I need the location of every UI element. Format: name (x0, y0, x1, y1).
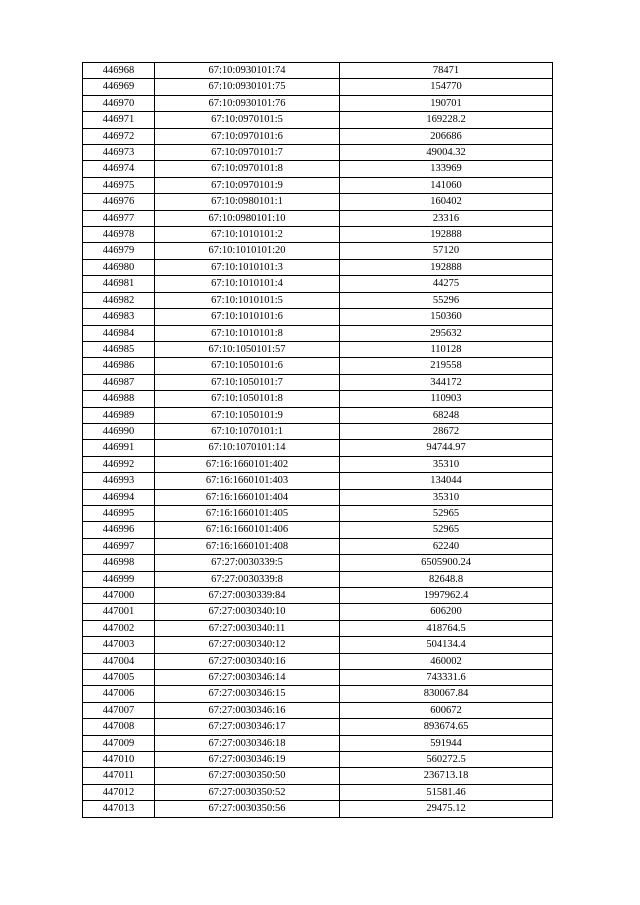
value-cell: 600672 (340, 702, 553, 718)
value-cell: 219558 (340, 358, 553, 374)
table-row (83, 341, 553, 357)
record-number-cell: 446996 (83, 522, 155, 538)
table-row (83, 653, 553, 669)
value-cell: 460002 (340, 653, 553, 669)
table-row (83, 784, 553, 800)
record-number-cell: 446989 (83, 407, 155, 423)
cadastral-number-cell: 67:10:1010101:2 (155, 227, 340, 243)
value-cell: 35310 (340, 456, 553, 472)
cadastral-number-cell: 67:10:0930101:75 (155, 79, 340, 95)
table-row (83, 768, 553, 784)
table-row (83, 259, 553, 275)
record-number-cell: 447002 (83, 620, 155, 636)
cadastral-number-cell: 67:10:1050101:6 (155, 358, 340, 374)
value-cell: 23316 (340, 210, 553, 226)
cadastral-number-cell: 67:27:0030340:16 (155, 653, 340, 669)
cadastral-number-cell: 67:10:1070101:14 (155, 440, 340, 456)
table-row (83, 489, 553, 505)
value-cell: 52965 (340, 505, 553, 521)
table-row (83, 407, 553, 423)
table-row (83, 243, 553, 259)
record-number-cell: 447009 (83, 735, 155, 751)
record-number-cell: 446986 (83, 358, 155, 374)
table-row (83, 292, 553, 308)
record-number-cell: 447013 (83, 801, 155, 817)
table-row (83, 423, 553, 439)
value-cell: 190701 (340, 95, 553, 111)
record-number-cell: 447006 (83, 686, 155, 702)
record-number-cell: 446998 (83, 555, 155, 571)
value-cell: 82648.8 (340, 571, 553, 587)
cadastral-number-cell: 67:10:1050101:7 (155, 374, 340, 390)
cadastral-number-cell: 67:27:0030346:18 (155, 735, 340, 751)
table-row (83, 555, 553, 571)
cadastral-number-cell: 67:27:0030346:14 (155, 670, 340, 686)
value-cell: 192888 (340, 259, 553, 275)
record-number-cell: 446994 (83, 489, 155, 505)
record-number-cell: 446984 (83, 325, 155, 341)
table-row (83, 391, 553, 407)
value-cell: 110128 (340, 341, 553, 357)
record-number-cell: 446993 (83, 473, 155, 489)
record-number-cell: 446971 (83, 112, 155, 128)
cadastral-number-cell: 67:27:0030340:10 (155, 604, 340, 620)
cadastral-number-cell: 67:10:0970101:7 (155, 145, 340, 161)
table-row (83, 473, 553, 489)
record-number-cell: 446972 (83, 128, 155, 144)
record-number-cell: 446987 (83, 374, 155, 390)
table-row (83, 670, 553, 686)
cadastral-number-cell: 67:27:0030346:16 (155, 702, 340, 718)
value-cell: 78471 (340, 63, 553, 79)
cadastral-number-cell: 67:27:0030339:5 (155, 555, 340, 571)
record-number-cell: 446983 (83, 309, 155, 325)
value-cell: 134044 (340, 473, 553, 489)
table-row (83, 571, 553, 587)
table-row (83, 440, 553, 456)
value-cell: 192888 (340, 227, 553, 243)
table-row (83, 505, 553, 521)
value-cell: 57120 (340, 243, 553, 259)
record-number-cell: 447010 (83, 752, 155, 768)
record-number-cell: 446974 (83, 161, 155, 177)
cadastral-number-cell: 67:10:1050101:8 (155, 391, 340, 407)
value-cell: 35310 (340, 489, 553, 505)
record-number-cell: 446997 (83, 538, 155, 554)
record-number-cell: 446976 (83, 194, 155, 210)
record-number-cell: 446990 (83, 423, 155, 439)
record-number-cell: 446980 (83, 259, 155, 275)
data-table (82, 62, 553, 818)
cadastral-number-cell: 67:27:0030346:15 (155, 686, 340, 702)
table-row (83, 227, 553, 243)
record-number-cell: 446978 (83, 227, 155, 243)
table-row (83, 194, 553, 210)
cadastral-number-cell: 67:10:0970101:5 (155, 112, 340, 128)
table-row (83, 637, 553, 653)
value-cell: 28672 (340, 423, 553, 439)
record-number-cell: 446975 (83, 177, 155, 193)
cadastral-number-cell: 67:10:1050101:9 (155, 407, 340, 423)
cadastral-number-cell: 67:27:0030340:11 (155, 620, 340, 636)
cadastral-number-cell: 67:27:0030350:50 (155, 768, 340, 784)
value-cell: 154770 (340, 79, 553, 95)
cadastral-number-cell: 67:10:1010101:6 (155, 309, 340, 325)
cadastral-number-cell: 67:27:0030350:56 (155, 801, 340, 817)
record-number-cell: 446970 (83, 95, 155, 111)
record-number-cell: 447001 (83, 604, 155, 620)
value-cell: 743331.6 (340, 670, 553, 686)
cadastral-number-cell: 67:16:1660101:403 (155, 473, 340, 489)
value-cell: 94744.97 (340, 440, 553, 456)
table-row (83, 752, 553, 768)
cadastral-number-cell: 67:10:1010101:20 (155, 243, 340, 259)
cadastral-number-cell: 67:10:1010101:5 (155, 292, 340, 308)
table-row (83, 686, 553, 702)
cadastral-number-cell: 67:10:0930101:74 (155, 63, 340, 79)
value-cell: 504134.4 (340, 637, 553, 653)
cadastral-number-cell: 67:16:1660101:405 (155, 505, 340, 521)
value-cell: 160402 (340, 194, 553, 210)
table-row (83, 128, 553, 144)
cadastral-number-cell: 67:10:0970101:8 (155, 161, 340, 177)
table-row (83, 309, 553, 325)
table-row (83, 358, 553, 374)
table-row (83, 63, 553, 79)
cadastral-number-cell: 67:27:0030346:19 (155, 752, 340, 768)
cadastral-number-cell: 67:10:1010101:3 (155, 259, 340, 275)
record-number-cell: 447012 (83, 784, 155, 800)
value-cell: 150360 (340, 309, 553, 325)
value-cell: 1997962.4 (340, 588, 553, 604)
table-body (83, 63, 553, 818)
value-cell: 236713.18 (340, 768, 553, 784)
cadastral-number-cell: 67:10:0970101:9 (155, 177, 340, 193)
cadastral-number-cell: 67:16:1660101:402 (155, 456, 340, 472)
record-number-cell: 446985 (83, 341, 155, 357)
table-row (83, 145, 553, 161)
value-cell: 418764.5 (340, 620, 553, 636)
cadastral-number-cell: 67:16:1660101:406 (155, 522, 340, 538)
table-row (83, 95, 553, 111)
cadastral-number-cell: 67:27:0030339:84 (155, 588, 340, 604)
table-row (83, 735, 553, 751)
record-number-cell: 446999 (83, 571, 155, 587)
value-cell: 893674.65 (340, 719, 553, 735)
value-cell: 29475.12 (340, 801, 553, 817)
cadastral-number-cell: 67:10:1070101:1 (155, 423, 340, 439)
record-number-cell: 446981 (83, 276, 155, 292)
cadastral-number-cell: 67:10:1050101:57 (155, 341, 340, 357)
cadastral-number-cell: 67:10:0980101:10 (155, 210, 340, 226)
cadastral-number-cell: 67:27:0030340:12 (155, 637, 340, 653)
record-number-cell: 446991 (83, 440, 155, 456)
record-number-cell: 447005 (83, 670, 155, 686)
record-number-cell: 446992 (83, 456, 155, 472)
cadastral-number-cell: 67:10:0970101:6 (155, 128, 340, 144)
table-row (83, 620, 553, 636)
value-cell: 141060 (340, 177, 553, 193)
value-cell: 55296 (340, 292, 553, 308)
record-number-cell: 446979 (83, 243, 155, 259)
value-cell: 295632 (340, 325, 553, 341)
table-row (83, 161, 553, 177)
cadastral-number-cell: 67:10:0980101:1 (155, 194, 340, 210)
cadastral-number-cell: 67:27:0030339:8 (155, 571, 340, 587)
value-cell: 830067.84 (340, 686, 553, 702)
cadastral-number-cell: 67:16:1660101:404 (155, 489, 340, 505)
record-number-cell: 446973 (83, 145, 155, 161)
record-number-cell: 447011 (83, 768, 155, 784)
value-cell: 606200 (340, 604, 553, 620)
record-number-cell: 447004 (83, 653, 155, 669)
record-number-cell: 446977 (83, 210, 155, 226)
cadastral-number-cell: 67:27:0030350:52 (155, 784, 340, 800)
table-row (83, 112, 553, 128)
value-cell: 51581.46 (340, 784, 553, 800)
cadastral-number-cell: 67:10:1010101:4 (155, 276, 340, 292)
record-number-cell: 447000 (83, 588, 155, 604)
value-cell: 133969 (340, 161, 553, 177)
record-number-cell: 446988 (83, 391, 155, 407)
value-cell: 560272.5 (340, 752, 553, 768)
value-cell: 169228.2 (340, 112, 553, 128)
record-number-cell: 446995 (83, 505, 155, 521)
table-row (83, 374, 553, 390)
table-row (83, 538, 553, 554)
record-number-cell: 447007 (83, 702, 155, 718)
table-row (83, 325, 553, 341)
cadastral-number-cell: 67:27:0030346:17 (155, 719, 340, 735)
table-row (83, 79, 553, 95)
value-cell: 62240 (340, 538, 553, 554)
table-row (83, 604, 553, 620)
record-number-cell: 447003 (83, 637, 155, 653)
value-cell: 110903 (340, 391, 553, 407)
value-cell: 6505900.24 (340, 555, 553, 571)
table-row (83, 456, 553, 472)
record-number-cell: 446969 (83, 79, 155, 95)
cadastral-number-cell: 67:16:1660101:408 (155, 538, 340, 554)
value-cell: 344172 (340, 374, 553, 390)
record-number-cell: 447008 (83, 719, 155, 735)
table-row (83, 177, 553, 193)
value-cell: 52965 (340, 522, 553, 538)
value-cell: 44275 (340, 276, 553, 292)
table-row (83, 702, 553, 718)
table-row (83, 522, 553, 538)
record-number-cell: 446982 (83, 292, 155, 308)
table-row (83, 801, 553, 817)
table-row (83, 210, 553, 226)
value-cell: 206686 (340, 128, 553, 144)
value-cell: 49004.32 (340, 145, 553, 161)
cadastral-number-cell: 67:10:1010101:8 (155, 325, 340, 341)
record-number-cell: 446968 (83, 63, 155, 79)
table-row (83, 588, 553, 604)
value-cell: 68248 (340, 407, 553, 423)
table-row (83, 276, 553, 292)
value-cell: 591944 (340, 735, 553, 751)
cadastral-number-cell: 67:10:0930101:76 (155, 95, 340, 111)
table-row (83, 719, 553, 735)
